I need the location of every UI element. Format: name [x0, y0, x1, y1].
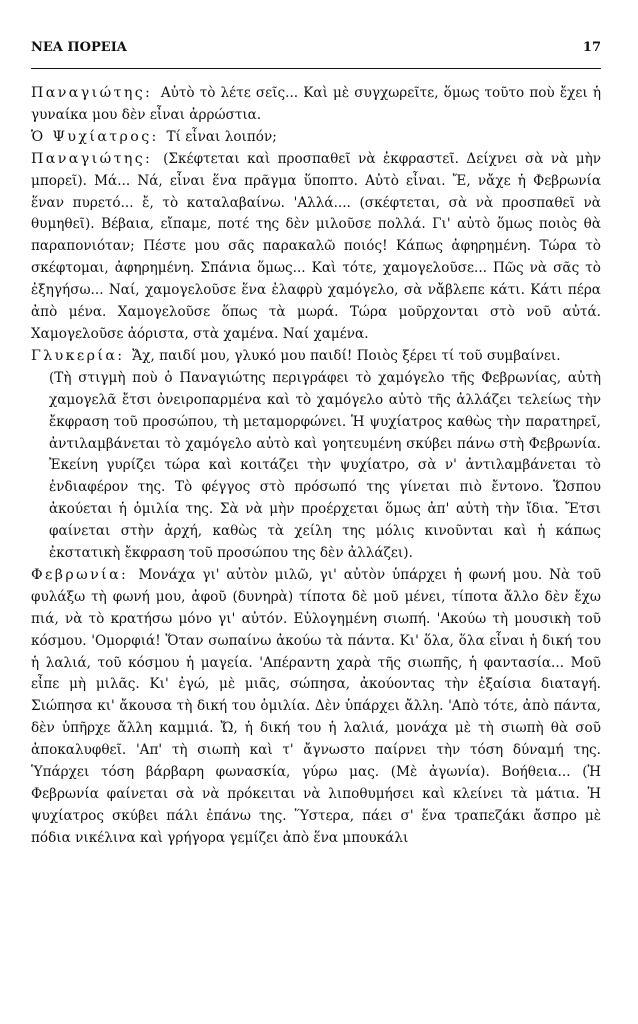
dialogue-paragraph: Παναγιώτης: (Σκέφτεται καὶ προσπαθεῖ νὰ ἐκφραστεῖ. Δείχνει σὰ νὰ μὴν μπορεῖ). Μά... Νά, εἶναι ἕνα πρᾶγμα ὕποπτο. Αὐτὸ εἶναι. Ἔ, νἄχε ἡ Φεβρωνία ἕναν πυρετό... ἔ, τὸ καταλαβαίνω. 'Αλλά.... (σκέφτεται, σὰ νὰ προσπαθεῖ νὰ θυμηθεῖ). Βέβαια, εἴπαμε, ποτέ της δὲν μιλοῦσε πολλά. Γι' αὐτὸ ὅμως ποιὸς θὰ παραπονιόταν; Πέστε μου σᾶς παρακαλῶ ποιός! Κάπως ἀφηρημένη. Τώρα τὸ σκέφτομαι, ἀφηρημένη. Σπάνια ὅμως... Καὶ τότε, χαμογελοῦσε... Πῶς νὰ σᾶς τὸ ἐξηγήσω... Ναί, χαμογελοῦσε ἕνα ἐλαφρὺ χαμόγελο, σὰ νἄβλεπε κάτι. Κάτι πέρα ἀπὸ μένα. Χαμογελοῦσε ὅπως τὰ μωρά. Τώρα μοῦρχονται στὸ νοῦ αὐτά. Χαμογελοῦσε ἀόριστα, στὰ χαμένα. Ναί χαμένα.: [31, 150, 601, 342]
dialogue-paragraph: Φεβρωνία: Μονάχα γι' αὐτὸν μιλῶ, γι' αὐτὸν ὑπάρχει ἡ φωνή μου. Νὰ τοῦ φυλάξω τὴ φωνή μου, ἀφοῦ (δυνηρὰ) τίποτα δὲ μοῦ μένει, τίποτα ἄλλο δὲν ἔχω πιά, νὰ τὸ κρατήσω μόνο γι' αὐτόν. Εὐλογημένη σιωπή. 'Ακούω τὴ μουσικὴ τοῦ κόσμου. 'Ομορφιά! Ὅταν σωπαίνω ἀκούω τὰ πάντα. Κι' ὅλα, ὅλα εἶναι ἡ δική του ἡ λαλιά, τοῦ κόσμου ἡ μαγεία. 'Απέραντη χαρὰ τῆς σιωπῆς, ἡ φαντασία... Μοῦ εἶπε μὴ μιλᾶς. Κι' ἐγώ, μὲ μιᾶς, σώπησα, ἀκούοντας τὴν ἐξαίσια διαταγή. Σιώπησα κι' ἄκουσα τὴ δική του ὁμιλία. Δὲν ὑπάρχει ἄλλη. 'Απὸ τότε, ἀπὸ πάντα, δὲν ὑπῆρχε ἄλλη καμμιά. Ὤ, ἡ δική του ἡ λαλιά, μονάχα μὲ τὴ σιωπὴ θὰ σοῦ ἀποκαλυφθεῖ. 'Απ' τὴ σιωπὴ καὶ τ' ἄγνωστο παίρνει τὴν τόση δύναμή της. Ὑπάρχει τόση βάρβαρη φωνασκία, γύρω μας. (Μὲ ἀγωνία). Βοήθεια... (Ἡ Φεβρωνία φαίνεται σὰ νὰ πρόκειται νὰ λιποθυμήσει καὶ κλείνει τὰ μάτια. Ἡ ψυχίατρος σκύβει πάλι ἐπάνω της. Ὕστερα, πάει σ' ἕνα τραπεζάκι ἄσπρο μὲ πόδια νικέλινα καὶ γρήγορα γεμίζει ἀπὸ ἕνα μπουκάλι: [31, 566, 601, 846]
running-title: ΝΕΑ ΠΟΡΕΙΑ: [31, 40, 127, 55]
speaker-name: Ὁ Ψυχίατρος: [31, 128, 152, 145]
dialogue-text: Ἄχ, παιδί μου, γλυκό μου παιδί! Ποιὸς ξέρει τί τοῦ συμβαίνει.: [132, 347, 561, 364]
speaker-name: Παναγιώτης: [31, 150, 146, 167]
stage-direction-text: (Τὴ στιγμὴ ποὺ ὁ Παναγιώτης περιγράφει τὸ χαμόγελο τῆς Φεβρωνίας, αὐτὴ χαμογελᾶ ἔτσι ὀνειροπαρμένα καὶ τὸ χαμόγελο αὐτὸ τῆς ἀλλάζει τελείως τὴν ἔκφραση τοῦ προσώπου, τὴ μεταμορφώνει. Ἡ ψυχίατρος καθὼς τὴν παρατηρεῖ, ἀντιλαμβάνεται τὸ χαμόγελο αὐτὸ καὶ γοητευμένη σκύβει πάνω στὴ Φεβρωνία. Ἐκείνη γυρίζει τώρα καὶ κοιτάζει τὴν ψυχίατρο, σὰ ν' ἀντιλαμβάνεται τὸ ἐνδιαφέρον της. Τὸ φέγγος στὸ πρόσωπό της γίνεται πιὸ ἔντονο. Ὥσπου ἀκούεται ἡ ὁμιλία της. Σὰ νὰ μὴν προέρχεται ὅμως ἀπ' αὐτὴ τὴν ἴδια. Ἔτσι φαίνεται στὴν ἀρχή, καθὼς τὰ χείλη της μόλις κινοῦνται καὶ ἡ κάπως ἐκστατικὴ ἔκφραση τοῦ προσώπου της δὲν ἀλλάζει).: [49, 369, 601, 562]
dialogue-text: Αὐτὸ τὸ λέτε σεῖς... Καὶ μὲ συγχωρεῖτε, ὅμως τοῦτο ποὺ ἔχει ἡ γυναίκα μου δὲν εἶναι ἀρρώστια.: [31, 85, 602, 123]
dialogue-paragraph: Παναγιώτης: Αὐτὸ τὸ λέτε σεῖς... Καὶ μὲ συγχωρεῖτε, ὅμως τοῦτο ποὺ ἔχει ἡ γυναίκα μου δὲν εἶναι ἀρρώστια.: [31, 85, 602, 123]
speaker-name: Παναγιώτης: [31, 85, 146, 101]
page: [31, 40, 601, 850]
dialogue-paragraph: Γλυκερία: Ἄχ, παιδί μου, γλυκό μου παιδί! Ποιὸς ξέρει τί τοῦ συμβαίνει.: [31, 347, 561, 364]
header-rule: [31, 68, 601, 69]
dialogue-text: (Σκέφτεται καὶ προσπαθεῖ νὰ ἐκφραστεῖ. Δείχνει σὰ νὰ μὴν μπορεῖ). Μά... Νά, εἶναι ἕνα πρᾶγμα ὕποπτο. Αὐτὸ εἶναι. Ἔ, νἄχε ἡ Φεβρωνία ἕναν πυρετό... ἔ, τὸ καταλαβαίνω. 'Αλλά.... (σκέφτεται, σὰ νὰ προσπαθεῖ νὰ θυμηθεῖ). Βέβαια, εἴπαμε, ποτέ της δὲν μιλοῦσε πολλά. Γι' αὐτὸ ὅμως ποιὸς θὰ παραπονιόταν; Πέστε μου σᾶς παρακαλῶ ποιός! Κάπως ἀφηρημένη. Τώρα τὸ σκέφτομαι, ἀφηρημένη. Σπάνια ὅμως... Καὶ τότε, χαμογελοῦσε... Πῶς νὰ σᾶς τὸ ἐξηγήσω... Ναί, χαμογελοῦσε ἕνα ἐλαφρὺ χαμόγελο, σὰ νἄβλεπε κάτι. Κάτι πέρα ἀπὸ μένα. Χαμογελοῦσε ὅπως τὰ μωρά. Τώρα μοῦρχονται στὸ νοῦ αὐτά. Χαμογελοῦσε ἀόριστα, στὰ χαμένα. Ναί χαμένα.: [31, 150, 601, 342]
speaker-name: Γλυκερία: [31, 347, 118, 364]
dialogue-text: Μονάχα γι' αὐτὸν μιλῶ, γι' αὐτὸν ὑπάρχει ἡ φωνή μου. Νὰ τοῦ φυλάξω τὴ φωνή μου, ἀφοῦ (δυνηρὰ) τίποτα δὲ μοῦ μένει, τίποτα ἄλλο δὲν ἔχω πιά, νὰ τὸ κρατήσω μόνο γι' αὐτόν. Εὐλογημένη σιωπή. 'Ακούω τὴ μουσικὴ τοῦ κόσμου. 'Ομορφιά! Ὅταν σωπαίνω ἀκούω τὰ πάντα. Κι' ὅλα, ὅλα εἶναι ἡ δική του ἡ λαλιά, τοῦ κόσμου ἡ μαγεία. 'Απέραντη χαρὰ τῆς σιωπῆς, ἡ φαντασία... Μοῦ εἶπε μὴ μιλᾶς. Κι' ἐγώ, μὲ μιᾶς, σώπησα, ἀκούοντας τὴν ἐξαίσια διαταγή. Σιώπησα κι' ἄκουσα τὴ δική του ὁμιλία. Δὲν ὑπάρχει ἄλλη. 'Απὸ τότε, ἀπὸ πάντα, δὲν ὑπῆρχε ἄλλη καμμιά. Ὤ, ἡ δική του ἡ λαλιά, μονάχα μὲ τὴ σιωπὴ θὰ σοῦ ἀποκαλυφθεῖ. 'Απ' τὴ σιωπὴ καὶ τ' ἄγνωστο παίρνει τὴν τόση δύναμή της. Ὑπάρχει τόση βάρβαρη φωνασκία, γύρω μας. (Μὲ ἀγωνία). Βοήθεια... (Ἡ Φεβρωνία φαίνεται σὰ νὰ πρόκειται νὰ λιποθυμήσει καὶ κλείνει τὰ μάτια. Ἡ ψυχίατρος σκύβει πάλι ἐπάνω της. Ὕστερα, πάει σ' ἕνα τραπεζάκι ἄσπρο μὲ πόδια νικέλινα καὶ γρήγορα γεμίζει ἀπὸ ἕνα μπουκάλι: [31, 566, 601, 846]
dialogue-paragraph: Ὁ Ψυχίατρος: Τί εἶναι λοιπόν;: [31, 128, 277, 145]
page-number: 17: [582, 40, 601, 55]
dialogue-text: Τί εἶναι λοιπόν;: [166, 128, 277, 145]
stage-direction: [31, 368, 601, 565]
running-header: [31, 40, 601, 62]
play-text: [31, 83, 601, 850]
speaker-name: Φεβρωνία: [31, 566, 122, 583]
